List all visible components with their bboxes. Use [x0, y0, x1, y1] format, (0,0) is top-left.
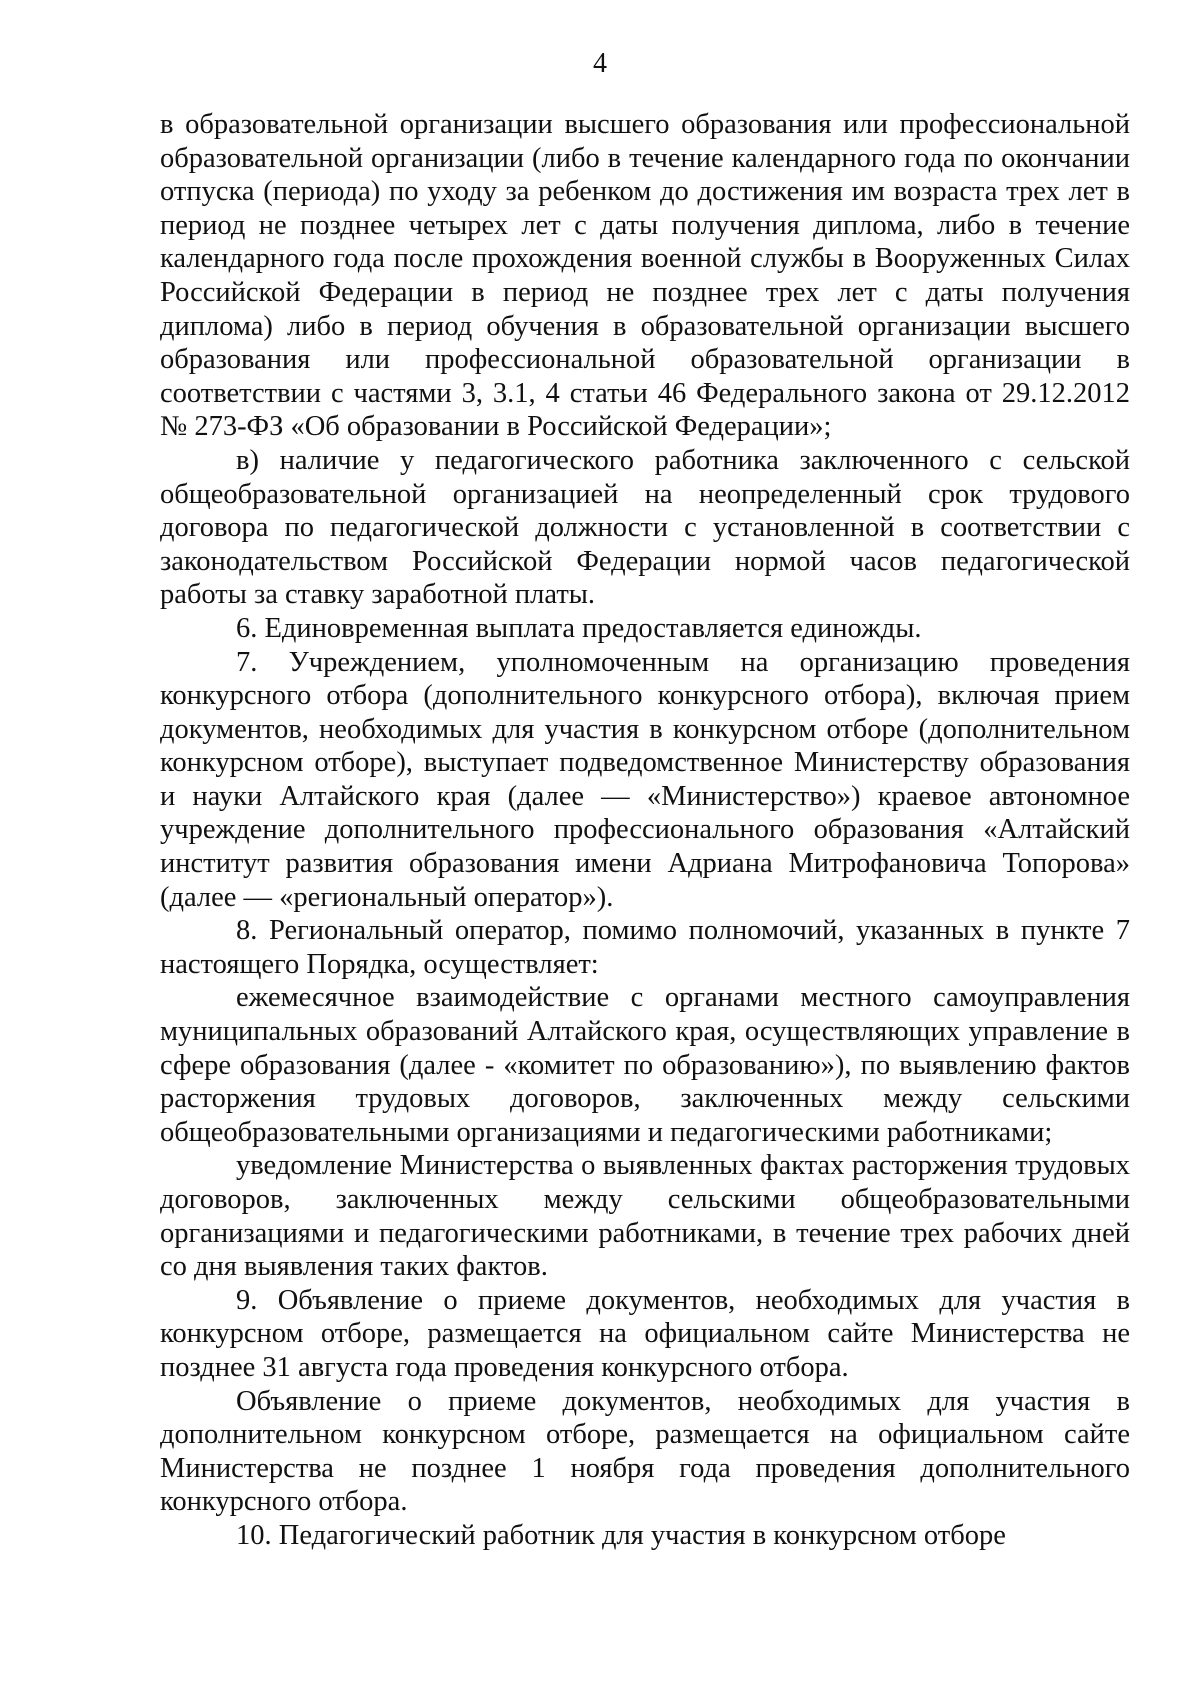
paragraph-clause-10: 10. Педагогический работник для участия в конкурсном отборе: [236, 1519, 1006, 1551]
page-number: 4: [593, 48, 607, 79]
paragraph-clause-8: 8. Региональный оператор, помимо полномочий, указанных в пункте 7 настоящего Порядка, осуществляет:: [160, 915, 1130, 980]
paragraph-clause-7: 7. Учреждением, уполномоченным на организацию проведения конкурсного отбора (дополнительного конкурсного отбора), включая прием документов, необходимых для участия в конкурсном отборе (дополнительном конкурсном отборе), выступает подведомственное Министерству образования и науки Алтайского края (далее — «Министерство») краевое автономное учреждение дополнительного профессионального образования «Алтайский институт развития образования имени Адриана Митрофановича Топорова» (далее — «региональный оператор»).: [160, 646, 1130, 913]
paragraph-clause-9-additional: Объявление о приеме документов, необходимых для участия в дополнительном конкурсном отборе, размещается на официальном сайте Министерства не позднее 1 ноября года проведения дополнительного конкурсного отбора.: [160, 1385, 1130, 1518]
body-text: [160, 108, 1130, 1553]
paragraph-clause-8-monthly: ежемесячное взаимодействие с органами местного самоуправления муниципальных образований Алтайского края, осуществляющих управление в сфере образования (далее - «комитет по образованию»), по выявлению фактов расторжения трудовых договоров, заключенных между сельскими общеобразовательными организациями и педагогическими работниками;: [160, 982, 1130, 1148]
paragraph-continuation-education: в образовательной организации высшего образования или профессиональной образовательной организации (либо в течение календарного года по окончании отпуска (периода) по уходу за ребенком до достижения им возраста трех лет в период не позднее четырех лет с даты получения диплома, либо в течение календарного года после прохождения военной службы в Вооруженных Силах Российской Федерации в период не позднее трех лет с даты получения диплома) либо в период обучения в образовательной организации высшего образования или профессиональной образовательной организации в соответствии с частями 3, 3.1, 4 статьи 46 Федерального закона от 29.12.2012 № 273-ФЗ «Об образовании в Российской Федерации»;: [160, 109, 1130, 443]
paragraph-item-v: в) наличие у педагогического работника заключенного с сельской общеобразовательной организацией на неопределенный срок трудового договора по педагогической должности с установленной в соответствии с законодательством Российской Федерации нормой часов педагогической работы за ставку заработной платы.: [160, 444, 1130, 611]
paragraph-clause-9: 9. Объявление о приеме документов, необходимых для участия в конкурсном отборе, размещается на официальном сайте Министерства не позднее 31 августа года проведения конкурсного отбора.: [160, 1284, 1130, 1383]
paragraph-clause-8-notification: уведомление Министерства о выявленных фактах расторжения трудовых договоров, заключенных между сельскими общеобразовательными организациями и педагогическими работниками, в течение трех рабочих дней со дня выявления таких фактов.: [160, 1150, 1130, 1283]
paragraph-clause-6: 6. Единовременная выплата предоставляется единожды.: [236, 612, 922, 644]
